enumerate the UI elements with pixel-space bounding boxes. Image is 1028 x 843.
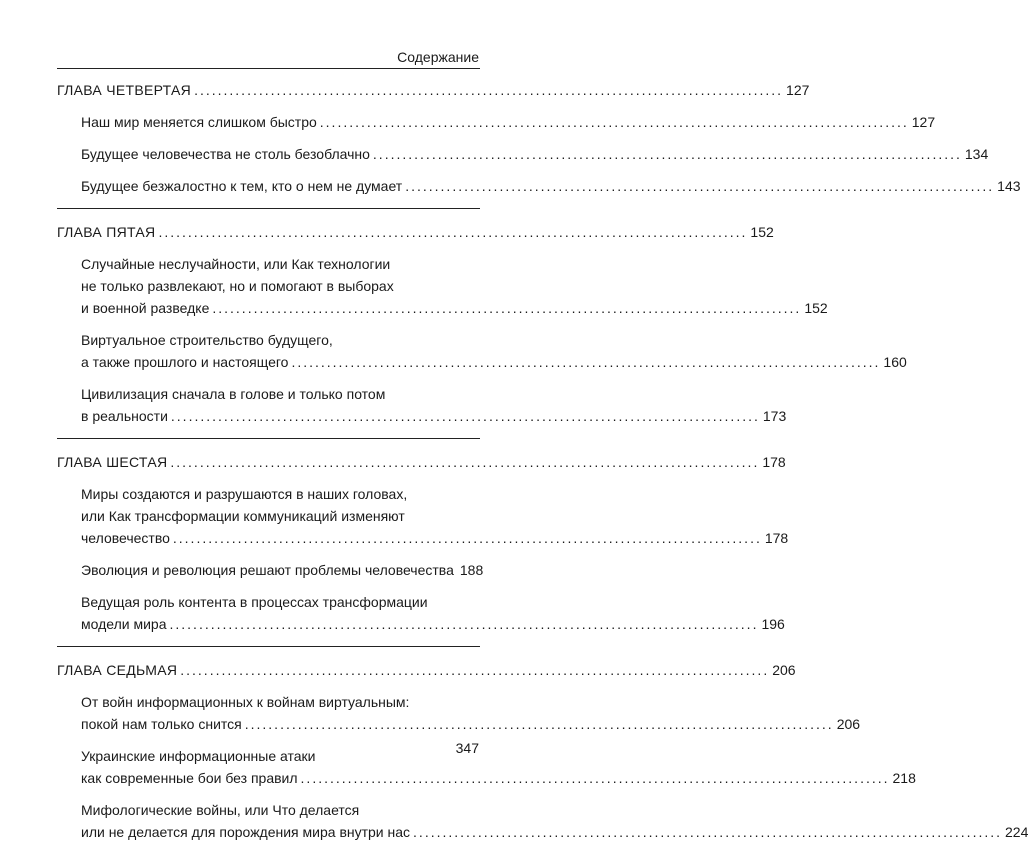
toc-page-number: 206: [772, 662, 796, 678]
chapter-title[interactable]: [57, 79, 810, 101]
toc-entry-line: От войн информационных к войнам виртуальным:: [81, 694, 410, 710]
header-rule: [57, 68, 480, 69]
chapter-title[interactable]: [57, 221, 774, 243]
toc-page-number: 127: [911, 114, 936, 130]
toc-entry-line: Миры создаются и разрушаются в наших головах,: [81, 486, 408, 502]
toc-entry-text: а также прошлого и настоящего: [81, 354, 289, 370]
toc-entry[interactable]: [57, 143, 989, 165]
toc-entry-text: Будущее безжалостно к тем, кто о нем не думает: [81, 178, 403, 194]
toc-entry-line: Украинские информационные атаки: [81, 748, 316, 764]
toc-entry[interactable]: [57, 745, 916, 789]
toc-entry-last-line[interactable]: [81, 405, 787, 427]
toc-page-number: 178: [764, 530, 789, 546]
toc-entry-last-line[interactable]: [81, 351, 907, 373]
dot-leader: ....................................................................................................: [172, 530, 762, 546]
toc-entry[interactable]: [57, 329, 907, 373]
toc-page-number: 218: [892, 770, 916, 786]
dot-leader: ....................................................................................................: [170, 408, 760, 424]
toc-entry[interactable]: [57, 559, 484, 581]
toc-page-number: 178: [762, 454, 786, 470]
page-number: 347: [455, 740, 479, 756]
toc-page-number: 206: [836, 716, 861, 732]
toc-entry-text: или не делается для порождения мира внутри нас: [81, 824, 411, 840]
toc-entry-last-line[interactable]: [81, 175, 1021, 197]
toc-entry-line: Ведущая роль контента в процессах трансформации: [81, 594, 428, 610]
dot-leader: ....................................................................................................: [170, 454, 760, 470]
toc-page-number: 160: [883, 354, 907, 370]
dot-leader: ....................................................................................................: [158, 224, 748, 240]
dot-leader: ....................................................................................................: [212, 300, 802, 316]
toc-entry-text: ГЛАВА ПЯТАЯ: [57, 224, 156, 240]
toc-entry-line: или Как трансформации коммуникаций изменяют: [81, 508, 405, 524]
toc-page-number: 143: [997, 178, 1021, 194]
toc-entry-last-line[interactable]: [81, 111, 936, 133]
toc-page-number: 188: [459, 562, 484, 578]
running-header: Содержание: [397, 49, 479, 65]
toc-entry[interactable]: [57, 691, 861, 735]
table-of-contents: [57, 72, 1028, 843]
chapter-block: [57, 659, 1028, 843]
toc-entry-text: модели мира: [81, 616, 167, 632]
toc-entry-text: Эволюция и революция решают проблемы человечества: [81, 562, 454, 578]
toc-page-number: 152: [804, 300, 828, 316]
chapter-block: [57, 451, 789, 635]
toc-entry-text: в реальности: [81, 408, 168, 424]
toc-entry-text: Наш мир меняется слишком быстро: [81, 114, 317, 130]
toc-page-number: 134: [964, 146, 989, 162]
toc-page-number: 127: [786, 82, 810, 98]
toc-entry-text: Будущее человечества не столь безоблачно: [81, 146, 370, 162]
dot-leader: ....................................................................................................: [291, 354, 881, 370]
toc-entry-last-line[interactable]: [81, 297, 828, 319]
toc-entry-text: как современные бои без правил: [81, 770, 298, 786]
dot-leader: ....................................................................................................: [372, 146, 962, 162]
dot-leader: ....................................................................................................: [413, 824, 1003, 840]
toc-entry-line: не только развлекают, но и помогают в выборах: [81, 278, 394, 294]
toc-page-number: 173: [762, 408, 787, 424]
toc-entry[interactable]: [57, 483, 789, 549]
toc-page-number: 152: [750, 224, 774, 240]
toc-entry-text: и военной разведке: [81, 300, 210, 316]
toc-entry-text: ГЛАВА ЧЕТВЕРТАЯ: [57, 82, 192, 98]
toc-entry-line: Мифологические войны, или Что делается: [81, 802, 360, 818]
chapter-block: [57, 79, 1021, 197]
chapter-separator: [57, 646, 480, 647]
toc-entry[interactable]: [57, 253, 828, 319]
toc-entry-line: Виртуальное строительство будущего,: [81, 332, 333, 348]
dot-leader: ....................................................................................................: [405, 178, 995, 194]
dot-leader: ....................................................................................................: [194, 82, 784, 98]
toc-entry-last-line[interactable]: [81, 613, 785, 635]
toc-entry[interactable]: [57, 591, 785, 635]
toc-entry-line: Случайные неслучайности, или Как технологии: [81, 256, 391, 272]
dot-leader: ....................................................................................................: [300, 770, 890, 786]
dot-leader: ....................................................................................................: [169, 616, 759, 632]
toc-entry-last-line[interactable]: [81, 527, 789, 549]
toc-entry-text: ГЛАВА СЕДЬМАЯ: [57, 662, 178, 678]
chapter-title[interactable]: [57, 659, 796, 681]
toc-entry[interactable]: [57, 175, 1021, 197]
toc-entry[interactable]: [57, 111, 936, 133]
toc-entry-last-line[interactable]: [81, 559, 484, 581]
chapter-block: [57, 221, 907, 427]
dot-leader: ....................................................................................................: [319, 114, 909, 130]
toc-entry-last-line[interactable]: [81, 821, 1028, 843]
toc-entry-text: человечество: [81, 530, 170, 546]
toc-entry-last-line[interactable]: [81, 713, 861, 735]
chapter-separator: [57, 208, 480, 209]
toc-page-number: 224: [1005, 824, 1028, 840]
chapter-separator: [57, 438, 480, 439]
toc-entry-text: ГЛАВА ШЕСТАЯ: [57, 454, 168, 470]
chapter-title[interactable]: [57, 451, 786, 473]
toc-entry-line: Цивилизация сначала в голове и только потом: [81, 386, 386, 402]
dot-leader: ....................................................................................................: [244, 716, 834, 732]
toc-entry-last-line[interactable]: [81, 767, 916, 789]
toc-entry[interactable]: [57, 383, 787, 427]
toc-entry-text: покой нам только снится: [81, 716, 242, 732]
dot-leader: ....................................................................................................: [180, 662, 770, 678]
toc-entry[interactable]: [57, 799, 1028, 843]
toc-entry-last-line[interactable]: [81, 143, 989, 165]
toc-page-number: 196: [761, 616, 785, 632]
